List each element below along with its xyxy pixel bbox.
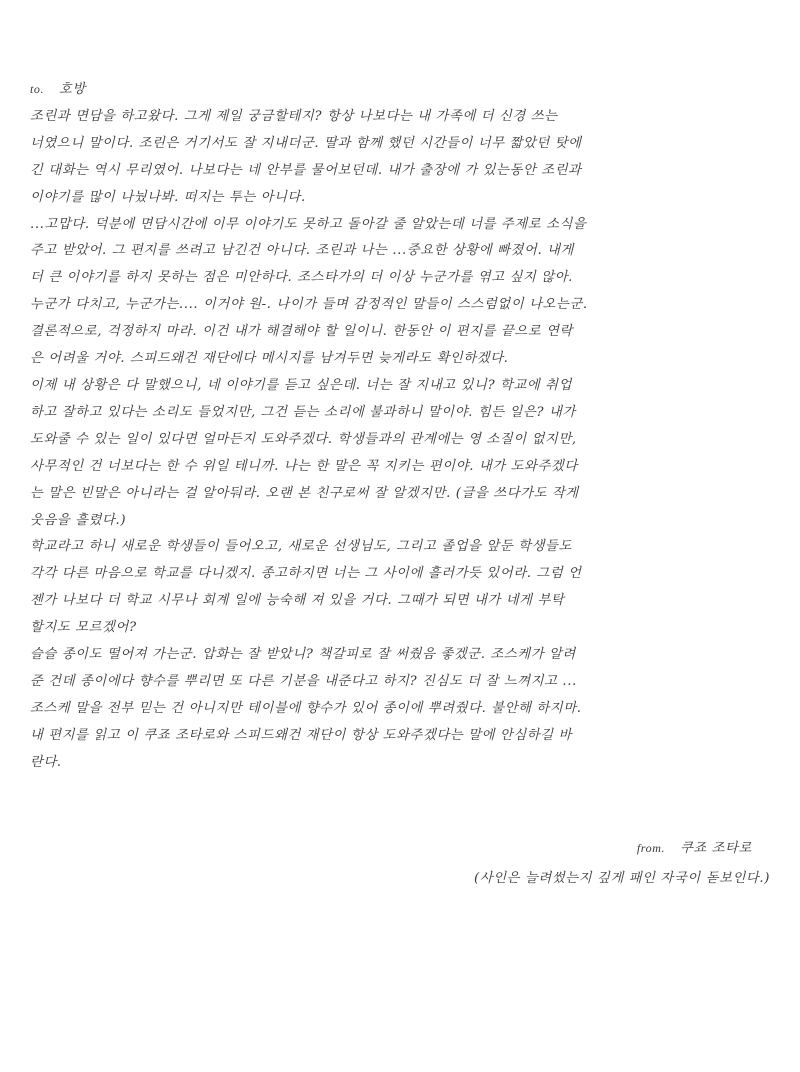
- letter-line: 준 건데 종이에다 향수를 뿌리면 또 다른 기분을 내준다고 하지? 진심도 더 잘 느껴지고 ...: [30, 673, 577, 689]
- letter-line: 내 편지를 읽고 이 쿠죠 조타로와 스피드왜건 재단이 항상 도와주겠다는 말에 안심하길 바: [30, 727, 572, 743]
- letter-line: 웃음을 흘렸다.): [30, 512, 127, 528]
- letter-line: 는 말은 빈말은 아니라는 걸 알아둬라. 오랜 본 친구로써 잘 알겠지만. (글을 쓰다가도 작게: [30, 485, 579, 501]
- letter-line: 이제 내 상황은 다 말했으니, 네 이야기를 듣고 싶은데. 너는 잘 지내고 있니? 학교에 취업: [30, 377, 573, 393]
- signature-from-tag: from.: [636, 841, 666, 855]
- letter-line: 할지도 모르겠어?: [30, 620, 137, 636]
- letter-line: 너였으니 말이다. 조린은 거기서도 잘 지내더군. 딸과 함께 했던 시간들이 너무 짧았던 탓에: [30, 135, 582, 151]
- letter-line: 학교라고 하니 새로운 학생들이 들어오고, 새로운 선생님도, 그리고 졸업을 앞둔 학생들도: [30, 539, 572, 555]
- letter-line: 조스케 말을 전부 믿는 건 아니지만 테이블에 향수가 있어 종이에 뿌려줬다. 불안해 하지마.: [30, 700, 582, 716]
- greeting-recipient: 호방: [58, 82, 86, 97]
- letter-line: 란다.: [30, 754, 62, 770]
- signature-name: 쿠죠 조타로: [679, 841, 752, 856]
- signature-block: [474, 833, 770, 894]
- greeting: [30, 76, 775, 104]
- letter-line: 각각 다른 마음으로 학교를 다니겠지. 종고하지면 너는 그 사이에 흘러가듯 있어라. 그럼 언: [30, 566, 582, 582]
- letter-body: [30, 76, 775, 777]
- signature-note: (사인은 늘려썼는지 깊게 패인 자국이 돋보인다.): [474, 871, 770, 886]
- letter-line: 도와줄 수 있는 일이 있다면 얼마든지 도와주겠다. 학생들과의 관계에는 영 소질이 없지만,: [30, 431, 577, 447]
- letter-line: 은 어려울 거야. 스피드왜건 재단에다 메시지를 남겨두면 늦게라도 확인하겠다.: [30, 351, 509, 367]
- letter-line: 결론적으로, 걱정하지 마라. 이건 내가 해결해야 할 일이니. 한동안 이 편지를 끝으로 연락: [30, 324, 573, 340]
- letter-line: 주고 받았어. 그 편지를 쓰려고 남긴건 아니다. 조린과 나는 ...중요한 상황에 빠졌어. 내게: [30, 243, 575, 259]
- letter-line: 하고 잘하고 있다는 소리도 들었지만, 그건 듣는 소리에 불과하니 말이야. 힘든 일은? 내가: [30, 404, 576, 420]
- letter-line: 긴 대화는 역시 무리였어. 나보다는 네 안부를 물어보던데. 내가 출장에 가 있는동안 조린과: [30, 162, 582, 178]
- letter-line: 젠가 나보다 더 학교 시무나 회계 일에 능숙해 져 있을 거다. 그때가 되면 내가 네게 부탁: [30, 593, 565, 609]
- letter-line: 누군가 다치고, 누군가는.... 이거야 원-. 나이가 들며 감정적인 말들이 스스럼없이 나오는군.: [30, 297, 588, 313]
- letter-line: ...고맙다. 덕분에 면담시간에 이무 이야기도 못하고 돌아갈 줄 알았는데 너를 주제로 소식을: [30, 216, 587, 232]
- letter-line: 더 큰 이야기를 하지 못하는 점은 미안하다. 조스타가의 더 이상 누군가를 엮고 싶지 않아.: [30, 270, 573, 286]
- letter-line: 사무적인 건 너보다는 한 수 위일 테니까. 나는 한 말은 꼭 지키는 편이야. 내가 도와주겠다: [30, 458, 578, 474]
- signature-from-line: [474, 833, 752, 864]
- letter-line: 슬슬 종이도 떨어져 가는군. 압화는 잘 받았니? 책갈피로 잘 써줬음 좋겠군. 조스케가 알려: [30, 647, 576, 663]
- greeting-to-tag: to.: [30, 82, 45, 96]
- letter-line: 이야기를 많이 나눴나봐. 떠지는 투는 아니다.: [30, 189, 306, 205]
- letter-line: 조린과 면담을 하고왔다. 그게 제일 궁금할테지? 항상 나보다는 내 가족에 더 신경 쓰는: [30, 108, 558, 124]
